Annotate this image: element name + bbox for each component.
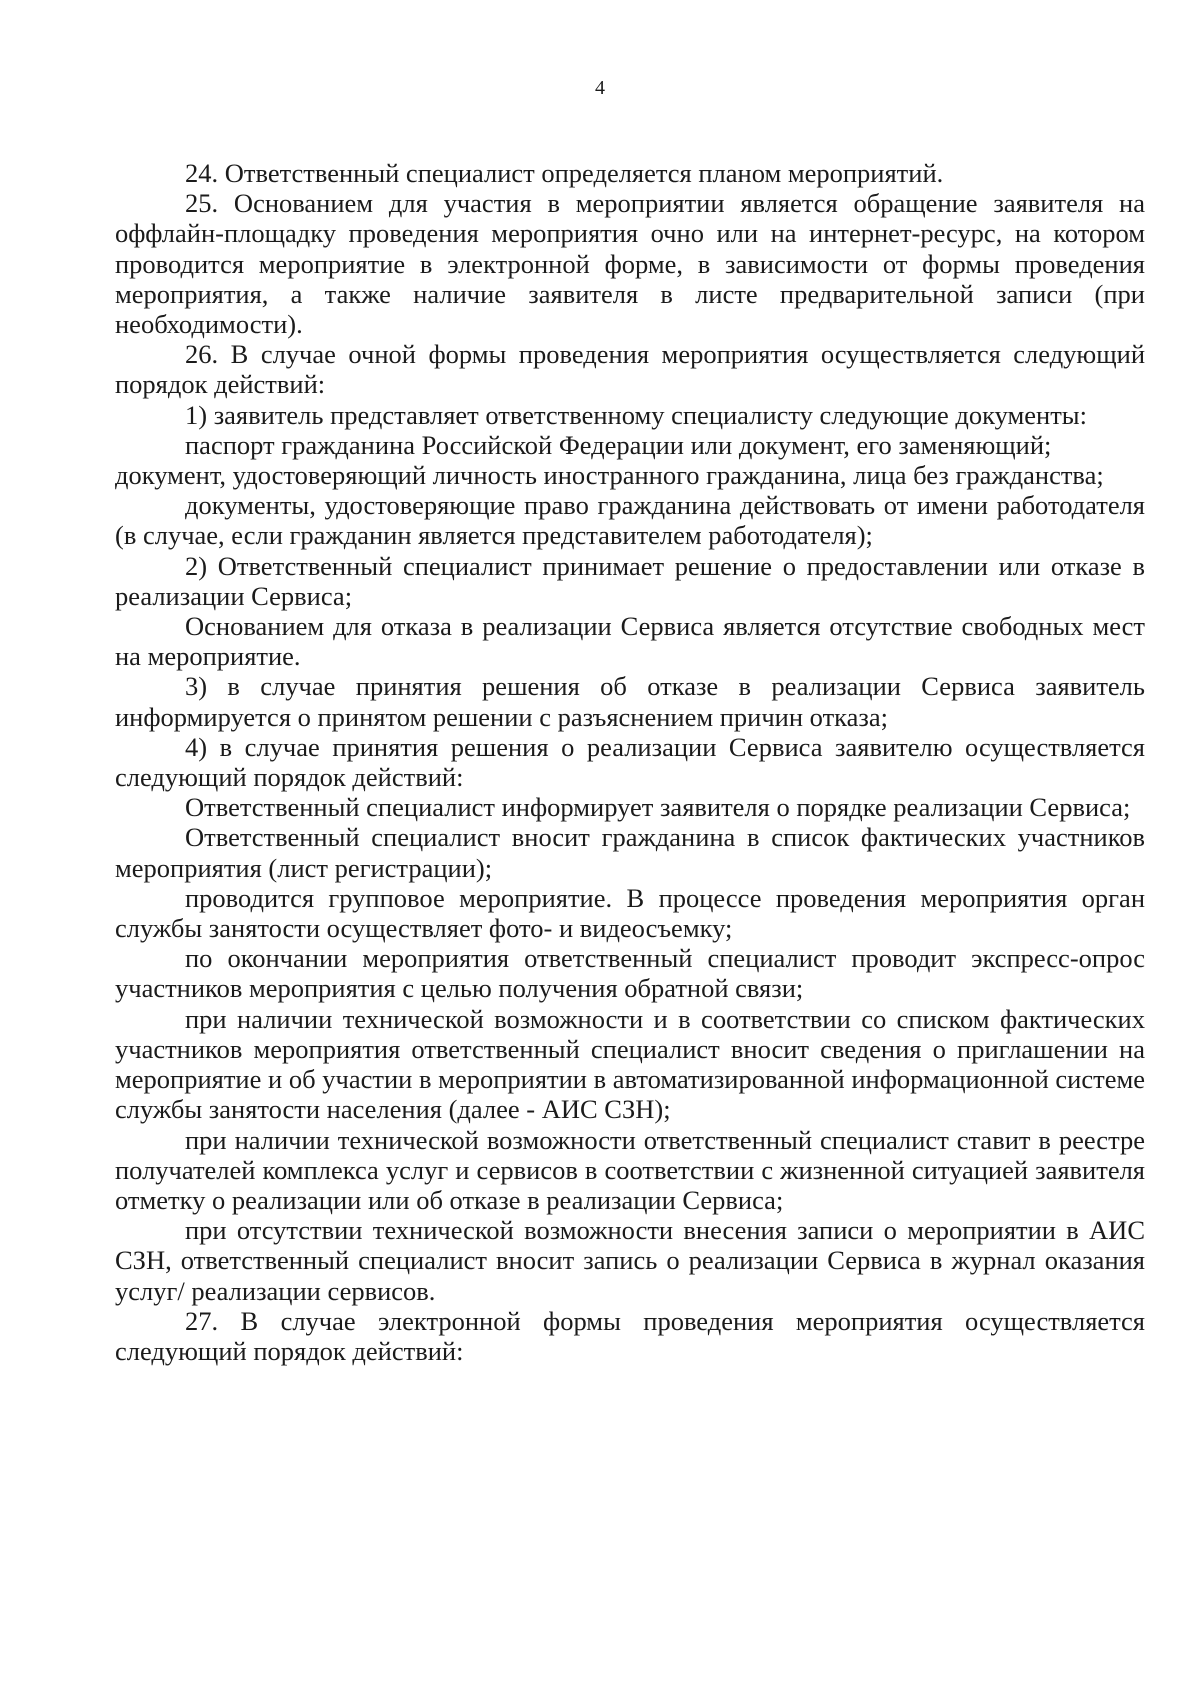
list-item-1: 1) заявитель представляет ответственному специалисту следующие документы:	[185, 399, 1087, 430]
paragraph-27: 27. В случае электронной формы проведения мероприятия осуществляется следующий порядок действий:	[115, 1305, 1145, 1366]
action-group-event: проводится групповое мероприятие. В процессе проведения мероприятия орган службы занятости осуществляет фото- и видеосъемку;	[115, 882, 1145, 944]
action-registry-mark: при наличии технической возможности ответственный специалист ставит в реестре получателей комплекса услуг и сервисов в соответствии с жизненной ситуацией заявителя отметку о реализации или об отказе в реализации Сервиса;	[115, 1124, 1145, 1215]
list-item-2: 2) Ответственный специалист принимает решение о предоставлении или отказе в реализации Сервиса;	[115, 550, 1145, 611]
action-inform-applicant: Ответственный специалист информирует заявителя о порядке реализации Сервиса;	[185, 792, 1131, 823]
list-item-3: 3) в случае принятия решения об отказе в реализации Сервиса заявитель информируется о принятом решении с разъяснением причин отказа;	[115, 671, 1145, 732]
action-feedback-survey: по окончании мероприятия ответственный специалист проводит экспресс-опрос участников мероприятия с целью получения обратной связи;	[115, 943, 1145, 1004]
paragraph-25: 25. Основанием для участия в мероприятии является обращение заявителя на оффлайн-площадку проведения мероприятия очно или на интернет-ресурс, на котором проводится мероприятие в электронной форме, в зависимости от формы проведения мероприятия, а также наличие заявителя в листе предварительной записи (при необходимости).	[115, 188, 1145, 340]
page-number: 4	[595, 77, 605, 99]
paragraph-26: 26. В случае очной формы проведения мероприятия осуществляется следующий порядок действий:	[115, 339, 1145, 400]
action-ais-record: при наличии технической возможности и в соответствии со списком фактических участников мероприятия ответственный специалист вносит сведения о приглашении на мероприятие и об участии в мероприятии в автоматизированной информационной системе службы занятости населения (далее - АИС СЗН);	[115, 1003, 1145, 1125]
document-employer-authority: документы, удостоверяющие право гражданина действовать от имени работодателя (в случае, если гражданин является представителем работодателя);	[115, 490, 1145, 551]
list-item-4: 4) в случае принятия решения о реализации Сервиса заявителю осуществляется следующий порядок действий:	[115, 731, 1145, 793]
document-body	[115, 158, 1145, 1366]
document-foreign-id: документ, удостоверяющий личность иностранного гражданина, лица без гражданства;	[115, 460, 1104, 491]
action-journal-record: при отсутствии технической возможности внесения записи о мероприятии в АИС СЗН, ответственный специалист вносит запись о реализации Сервиса в журнал оказания услуг/ реализации сервисов.	[115, 1215, 1145, 1306]
document-passport: паспорт гражданина Российской Федерации или документ, его заменяющий;	[185, 429, 1052, 460]
refusal-grounds: Основанием для отказа в реализации Сервиса является отсутствие свободных мест на мероприятие.	[115, 611, 1145, 672]
action-register-participant: Ответственный специалист вносит гражданина в список фактических участников мероприятия (лист регистрации);	[115, 822, 1145, 883]
paragraph-24: 24. Ответственный специалист определяется планом мероприятий.	[185, 158, 944, 188]
